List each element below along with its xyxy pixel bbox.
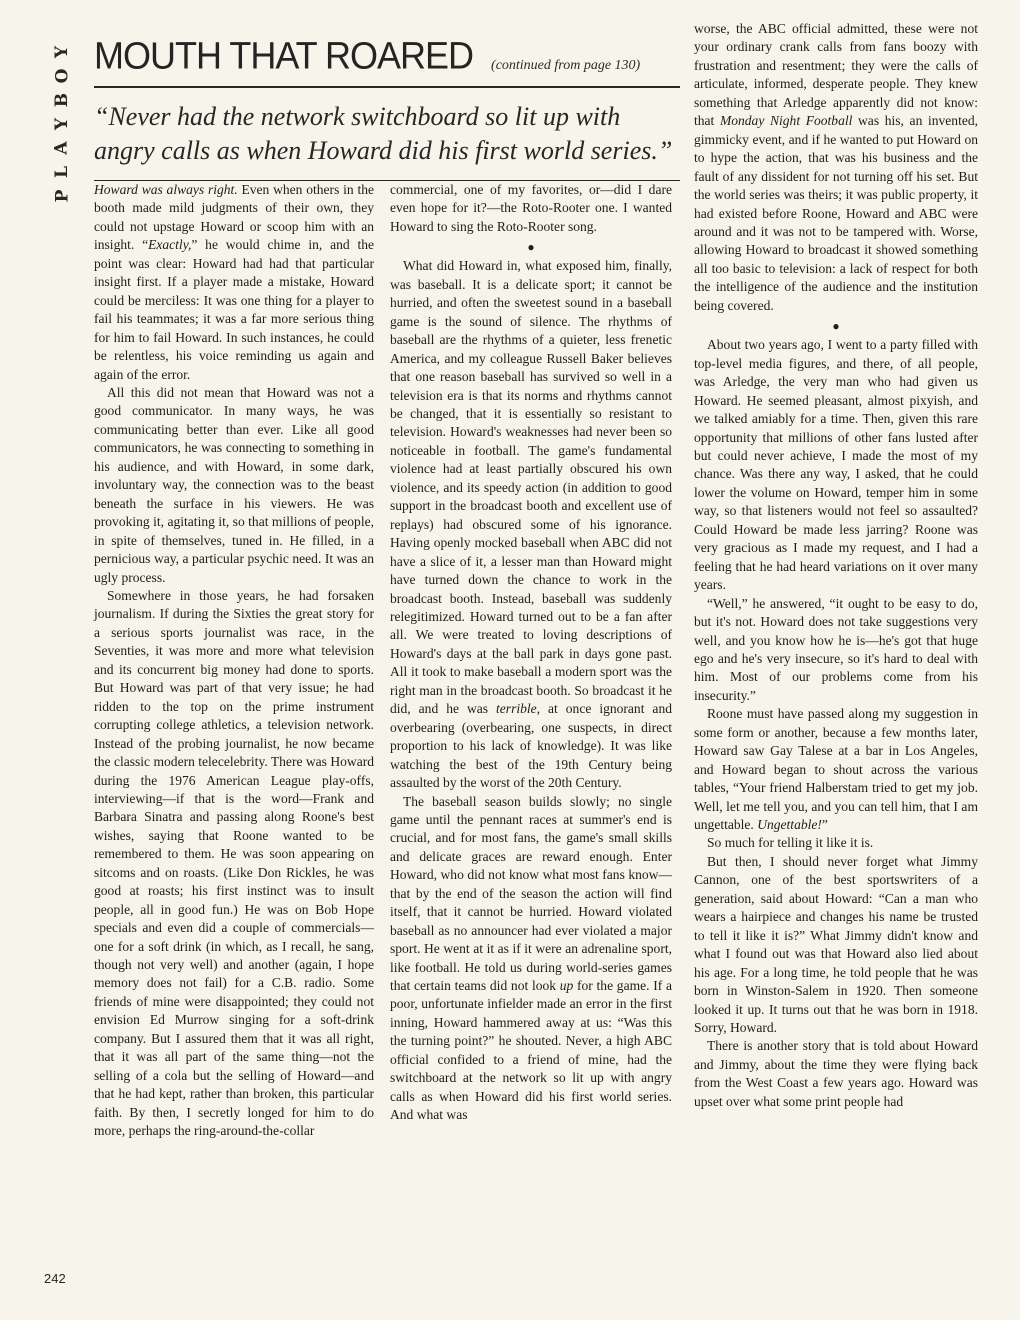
paragraph-text: worse, the ABC official admitted, these were not your ordinary crank calls from fans boozy with frustration and resentment; they were the calls of articulate, informed, desperate people. They knew something that Arledge apparently did not know: that [694, 21, 978, 129]
section-break-bullet: ● [527, 240, 535, 255]
pull-quote: “Never had the network switchboard so lit up with angry calls as when Howard did his first world series.” [94, 102, 673, 165]
paragraph [94, 181, 374, 384]
paragraph: So much for telling it like it is. [707, 835, 874, 851]
paragraph-text: ” he would chime in, and the point was clear: Howard had had that particular insight first. If a player made a mistake, Howard could be merciless: It was one thing for a player to fail his teammates; it was a far more serious thing for him to fail Howard. In such instances, he could be relentless, his voice reminding us again and again of the error. [94, 237, 374, 382]
section-title: MOUTH THAT ROARED [94, 33, 474, 77]
emphasis: Ungettable! [757, 817, 822, 833]
paragraph-text: ” [821, 817, 828, 833]
paragraph [390, 793, 672, 1125]
page-number: 242 [44, 1271, 66, 1286]
masthead-letter: A [51, 141, 72, 155]
paragraph-text: What did Howard in, what exposed him, finally, was baseball. It is a delicate sport; it cannot be hurried, and often the sweetest sound in a baseball game is the sound of silence. The rhythms of baseball are the rhythms of a quieter, less frenetic America, and my colleague Russell Baker believes that one reason baseball has survived so well in a television era is that its norms and rhythms cannot be changed, that it is essentially so resistant to television. Howard's weaknesses had never been so noticeable in football. The game's fundamental violence had at least partially obscured his own violence, and its speedy action (in addition to good support in the broadcast booth and excellent use of replays) had obscured some of his ignorance. Having openly mocked baseball when ABC did not have a slice of it, a lesser man than Howard might have turned down the chance to work in the broadcast booth. Instead, baseball was suddenly relegitimized. Howard turned out to be a fan after all. We were treated to loving descriptions of Howard's days at the ball park in days gone past. All it took to make baseball a modern sport was the right man in the broadcast booth. So broadcast it he did, and he was [390, 258, 672, 717]
paragraph-text: was his, an invented, gimmicky event, and if he wanted to put Howard on to hype the action, that was his business and the fault of any dissident for not turning off his set. But the world series was theirs; it was public property, it had existed before Roone, Howard and ABC were around and it was not to be tampered with. Worse, allowing Howard to broadcast it showed something all too basic to television: a lack of respect for both the intelligence of the audience and the institution being covered. [694, 113, 979, 313]
masthead-letter: B [52, 92, 72, 108]
paragraph-text: Roone must have passed along my suggestion in some form or another, because a few months later, Howard saw Gay Talese at a bar in Los Angeles, and Howard began to shout across the various tables, “Your friend Halberstam tried to get my job. Well, let me tell you, and you can tell him, that I am ungettable. [694, 706, 978, 833]
emphasis: Exactly, [148, 237, 192, 253]
section-break-bullet: ● [832, 319, 840, 334]
paragraph-text: Even when others in the booth made mild judgments of their own, they could not upstage Howard or scoop him with an insight. “ [94, 182, 374, 253]
paragraph: There is another story that is told about Howard and Jimmy, about the time they were flying back from the West Coast a few years ago. Howard was upset over what some print people had [694, 1038, 978, 1109]
masthead-letter: O [52, 68, 72, 84]
paragraph-text: for the game. If a poor, unfortunate infielder made an error in the first inning, Howard hammered away at us: “Was this the turning point?” he shouted. Never, a high ABC official confided to a friend of mine, had the switchboard at the network so lit up with angry calls as when Howard did his first world series. And what was [390, 978, 672, 1123]
masthead-letter: L [51, 166, 72, 178]
header-rule [94, 86, 680, 88]
paragraph: About two years ago, I went to a party filled with top-level media figures, and there, of all people, was Arledge, the very man who had given us Howard. He seemed pleasant, almost pixyish, and we talked amiably for a time. Then, given this rare opportunity that millions of other fans lusted after but could never achieve, I made the most of my chance. Was there any way, I asked, that he could lower the volume on Howard, temper him in some way, so that listeners would not feel so assaulted? Could Howard be made less jarring? Roone was very gracious as I made my request, and I had a feeling that he had heard variations on it over many years. [694, 337, 978, 593]
masthead-letter: Y [51, 45, 72, 59]
masthead-letter: Y [51, 117, 72, 131]
paragraph: But then, I should never forget what Jimmy Cannon, one of the best sportswriters of a generation, said about Howard: “Can a man who wears a hairpiece and changes his name be trusted to tell it like it is?” What Jimmy didn't know and what I found out was that Howard also lied about his age. For a long time, he told people that he was born in Winston-Salem in 1920. Then someone looked it up. It turns out that he was born in 1918. Sorry, Howard. [694, 853, 978, 1036]
paragraph: commercial, one of my favorites, or—did I dare even hope for it?—the Roto-Rooter one. I wanted Howard to sing the Roto-Rooter song. [390, 182, 672, 234]
paragraph [390, 257, 672, 792]
paragraph-text: at once ignorant and overbearing (overbearing, one suspects, in direct proportion to his lack of knowledge). It was like watching the best of the 19th Century being assaulted by the worst of the 20th Century. [390, 701, 672, 791]
article-header [94, 33, 680, 181]
paragraph-text: The baseball season builds slowly; no single game until the pennant races at summer's end is crucial, and for most fans, the game's small skills and delicate graces are reward enough. Enter Howard, who did not know what most fans know—that by the end of the season the action will find itself, that it cannot be hurried. Howard violated baseball as no announcer had ever violated a major sport. He went at it as if it were an adrenaline sport, like football. He told us during world-series games that certain teams did not look [390, 793, 672, 994]
paragraph: Somewhere in those years, he had forsaken journalism. If during the Sixties the great story for a serious sports journalist was race, in the Seventies, it was more and more what television and its concurrent big money had done to sports. But Howard was part of that very issue; he had ridden to the top on the prime instrument corrupting college athletics, a television network. Instead of the probing journalist, he now became the classic modern telecelebrity. There was Howard during the 1976 American League play-offs, interviewing—if that is the word—Frank and Barbara Sinatra and passing along Roone's best wishes, saying that Roone wanted to be remembered to them. He was soon appearing on sitcoms and on roasts. (Like Don Rickles, he was good at roasts; his first instinct was to insult people, all in good fun.) He was on Bob Hope specials and even did a couple of commercials—one for a soft drink (in which, as I recall, he sang, though not very well) and another (again, I hope memory does not fail) for a C.B. radio. Some friends of mine were disappointed; they could not envision Ed Murrow singing for a soft-drink company. But I assured them that it was all right, that it was all part of the same thing—not the selling of a cola but the selling of Howard—and that he had kept, rather than broken, this particular faith. By then, I secretly longed for him to do more, perhaps the ring-around-the-collar [94, 587, 374, 1139]
masthead-letter: P [51, 189, 72, 203]
paragraph: “Well,” he answered, “it ought to be easy to do, but it's not. Howard does not take suggestions very well, and you know how he is—he's got that huge ego and he's very insecure, so it's hard to deal with him. Most of our problems come from his insecurity.” [694, 595, 978, 703]
paragraph: All this did not mean that Howard was not a good communicator. In many ways, he was communicating better than ever. Like all good communicators, he was connecting to something in his audience, and with Howard, in some dark, involuntary way, the connection was to the beast beneath the surface in his viewers. He was provoking it, agitating it, so that millions of people, in spite of themselves, tuned in. He filled, in a pernicious way, a particular psychic need. It was an ugly process. [94, 384, 374, 585]
paragraph [694, 20, 978, 315]
paragraph [694, 705, 978, 834]
continued-note: (continued from page 130) [491, 58, 641, 73]
magazine-masthead-vertical [52, 40, 72, 208]
body-column-1 [94, 181, 374, 1141]
body-column-2 [390, 181, 672, 1125]
emphasis: terrible, [496, 701, 541, 717]
emphasis: Monday Night Football [719, 113, 853, 129]
lead-in: Howard was always right. [94, 182, 238, 197]
body-column-3 [694, 20, 978, 1111]
emphasis: up [559, 978, 574, 994]
title-row [94, 33, 680, 78]
